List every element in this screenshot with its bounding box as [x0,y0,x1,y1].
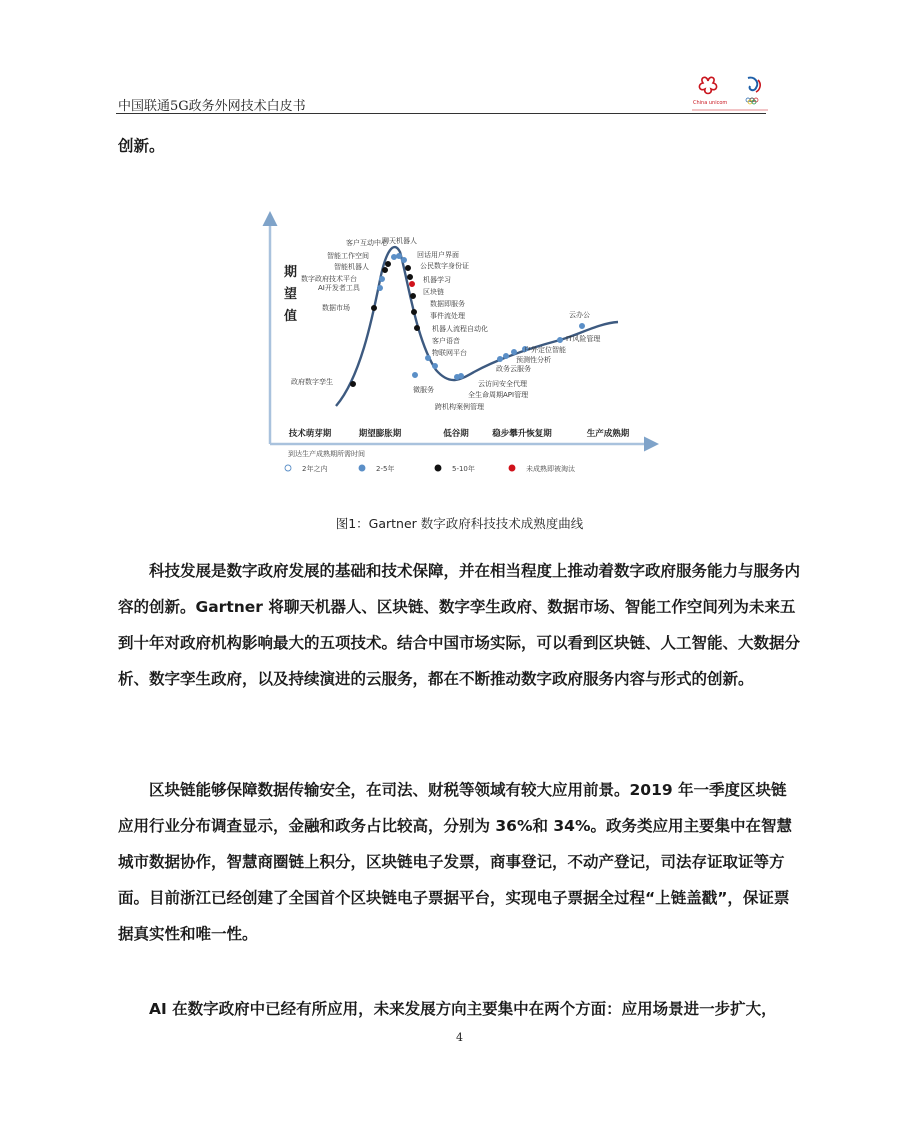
data-point [412,372,417,377]
legend-label: 2年之内 [302,465,328,473]
point-labels [291,236,600,411]
china-unicom-logo-icon [690,70,770,114]
header-logo [690,70,770,114]
figure-caption: 图1：Gartner 数字政府科技技术成熟度曲线 [335,516,584,531]
point-label: 机器学习 [423,276,451,284]
point-label: 数据即服务 [430,300,465,308]
page-number: 4 [456,1031,463,1044]
paragraph-continuation: 创新。 [118,137,165,155]
legend-marker [509,465,515,471]
data-point [557,337,562,342]
phase-label: 技术萌芽期 [288,429,332,439]
data-point [379,276,384,281]
data-point [511,349,516,354]
point-label: 数据市场 [322,304,350,312]
point-label: 聊天机器人 [382,237,417,245]
legend [285,464,575,473]
point-label: 机器人流程自动化 [432,325,488,333]
point-label: 跨机构案例管理 [435,403,484,411]
legend-label: 5-10年 [452,465,475,473]
data-point [432,363,437,368]
data-point [377,285,382,290]
hype-cycle-svg [260,200,660,480]
data-point [410,293,415,298]
y-axis-label: 期望值 [284,265,298,324]
point-label: 政务云服务 [496,365,531,373]
point-label: 智能机器人 [334,263,369,271]
data-point [371,305,376,310]
paragraph-blockchain: 区块链能够保障数据传输安全，在司法、财税等领域有较大应用前景。2019 年一季度区块链应用行业分布调查显示，金融和政务占比较高，分别为 36%和 34%。政务类应用主要集中在智慧城市数据协作，智慧商圈链上积分，区块链电子发票，商事登记，不动产登记，司法存证取证等方面。目前浙江已经创建了全国首个区块链电子票据平台，实现电子票据全过程“上链盖戳”，保证票据真实性和唯一性。 [118,781,792,943]
point-label: 全生命周期API管理 [468,391,529,399]
phase-label: 期望膨胀期 [358,429,402,439]
legend-marker [359,465,365,471]
point-label: 微服务 [413,386,434,394]
data-point [407,274,412,279]
data-point [497,356,502,361]
legend-title: 到达生产成熟期所需时间 [288,450,365,458]
legend-marker [435,465,441,471]
data-point [425,355,430,360]
legend-label: 未成熟即被淘汰 [526,465,575,473]
point-label: 客户语音 [432,337,460,345]
paragraph-ai: AI 在数字政府中已经有所应用，未来发展方向主要集中在两个方面：应用场景进一步扩大， [149,1000,777,1018]
point-label: 智能工作空间 [327,252,369,260]
point-label: 云访问安全代理 [478,380,527,388]
point-label: 区块链 [423,288,444,296]
hype-cycle-chart [260,200,660,480]
point-label: 预测性分析 [516,356,551,364]
point-label: 云办公 [569,311,590,319]
legend-label: 2-5年 [376,465,395,473]
phase-label: 稳步攀升恢复期 [492,429,552,439]
phase-labels [288,428,630,439]
data-point [396,253,401,258]
data-point [579,323,584,328]
data-point [405,265,410,270]
point-label: 物联网平台 [432,349,467,357]
phase-label: 低谷期 [443,429,469,439]
header-divider [116,113,766,114]
data-point [414,325,419,330]
header-title: 中国联通5G政务外网技术白皮书 [118,99,306,114]
data-point [382,267,387,272]
point-label: 事件流处理 [430,312,465,320]
data-point [409,281,414,286]
data-points [350,253,584,386]
point-label: 政府数字孪生 [291,378,333,386]
data-point [350,381,355,386]
data-point [503,353,508,358]
data-point [411,309,416,314]
paragraph-tech-development: 科技发展是数字政府发展的基础和技术保障，并在相当程度上推动着数字政府服务能力与服务内容的创新。Gartner 将聊天机器人、区块链、数字孪生政府、数据市场、智能工作空间列为未来五到十年对政府机构影响最大的五项技术。结合中国市场实际，可以看到区块链、人工智能、大数据分析、数字孪生政府，以及持续演进的云服务，都在不断推动数字政府服务内容与形式的创新。 [118,562,801,688]
svg-text:China unicom: China unicom [693,100,728,106]
data-point [391,254,396,259]
data-point [385,261,390,266]
point-label: IT风险管理 [566,335,601,343]
point-label: 客户互动中心 [346,239,388,247]
legend-marker [285,465,291,471]
data-point [458,373,463,378]
phase-label: 生产成熟期 [586,429,630,439]
point-label: 公民数字身份证 [420,262,469,270]
data-point [401,257,406,262]
point-label: 回话用户界面 [417,251,459,259]
point-label: AI开发者工具 [318,284,360,292]
point-label: 数字政府技术平台 [301,275,357,283]
point-label: 户外定位智能 [524,346,566,354]
